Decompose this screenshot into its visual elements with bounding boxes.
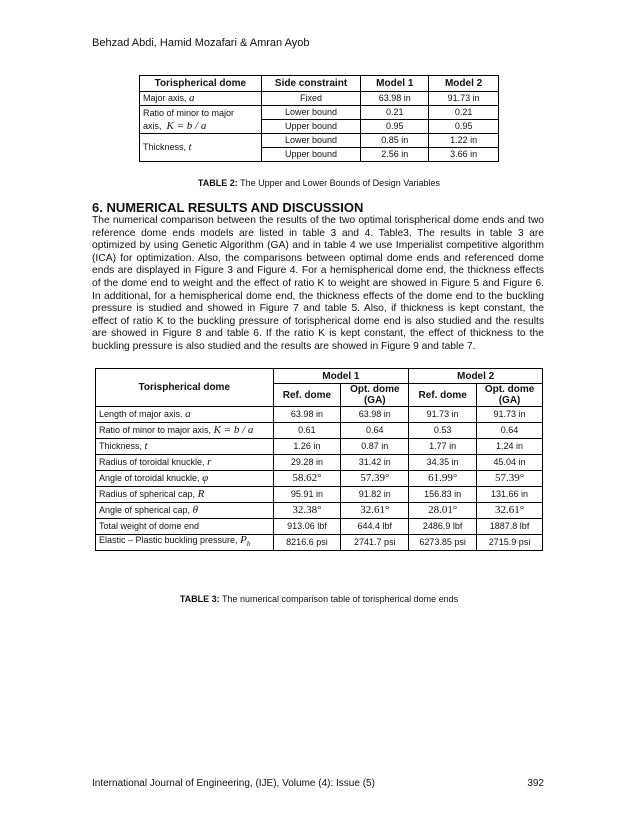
value-cell: 0.53: [409, 423, 477, 439]
value-cell: 91.82 in: [341, 487, 409, 503]
row-label: Elastic – Plastic buckling pressure, $P_b$: [96, 535, 274, 551]
value-cell: 1887.8 lbf: [477, 519, 543, 535]
value-cell: 913.06 lbf: [273, 519, 341, 535]
row-label: Major axis, a: [140, 92, 262, 106]
value-cell: 32.38°: [273, 503, 341, 519]
value-cell: 2715.9 psi: [477, 535, 543, 551]
value-cell: 63.98 in: [341, 407, 409, 423]
value-cell: 32.61°: [477, 503, 543, 519]
value-cell: 2741.7 psi: [341, 535, 409, 551]
table-3-caption: TABLE 3: The numerical comparison table of torispherical dome ends: [179, 594, 459, 604]
table-row: [96, 503, 543, 519]
value-cell: 156.83 in: [409, 487, 477, 503]
row-label: Thickness, t: [140, 134, 262, 162]
row-label: Length of major axis. a: [96, 407, 274, 423]
value-cell: 0.87 in: [341, 439, 409, 455]
value-cell: 0.61: [273, 423, 341, 439]
row-label: Radius of spherical cap, R: [96, 487, 274, 503]
value-cell: 6273.85 psi: [409, 535, 477, 551]
value-cell: 29.28 in: [273, 455, 341, 471]
header-cell: Model 2: [409, 369, 543, 384]
table-header-row: [96, 369, 543, 384]
value-cell: 57.39°: [477, 471, 543, 487]
value-cell: 644.4 lbf: [341, 519, 409, 535]
value-cell: 2.56 in: [361, 148, 429, 162]
header-cell: Torispherical dome: [96, 369, 274, 407]
table-2-caption: TABLE 2: The Upper and Lower Bounds of Design Variables: [197, 178, 441, 188]
constraint-cell: Lower bound: [261, 106, 361, 120]
table-row: [96, 407, 543, 423]
row-label: Ratio of minor to major axis, K = b / a: [96, 423, 274, 439]
value-cell: 34.35 in: [409, 455, 477, 471]
value-cell: 91.73 in: [477, 407, 543, 423]
value-cell: 0.95: [361, 120, 429, 134]
row-label: Total weight of dome end: [96, 519, 274, 535]
table-row: [96, 455, 543, 471]
value-cell: 0.21: [361, 106, 429, 120]
table-row: [96, 487, 543, 503]
table-row: [96, 423, 543, 439]
value-cell: 0.85 in: [361, 134, 429, 148]
constraint-cell: Fixed: [261, 92, 361, 106]
body-paragraph: The numerical comparison between the results of the two optimal torispherical dome ends and two reference dome ends models are listed in table 3 and 4. Table3. The results in table 3 are optimized by using Genetic Algorithm (GA) and in table 4 we use Imperialist competitive algorithm (ICA) for optimization. Also, the comparisons between optimal dome ends and referenced dome ends are displayed in Figure 3 and Figure 4. For a hemispherical dome end, the thickness effects of the dome end to weight and the effect of ratio K to weight are showed in Figure 5 and Figure 6. In additional, for a hemispherical dome end, the thickness effects of the dome end to the buckling pressure is studied and showed in Figure 7 and table 5. Also, if thickness is kept constant, the effect of ratio K to the buckling pressure of torispherical dome end is also studied and the results are showed in Figure 8 and table 6. If the ratio K is kept constant, the effect of thickness to the buckling pressure is also studied and the results are showed in Figure 9 and table 7.: [92, 215, 544, 352]
header-cell: Ref. dome: [273, 384, 341, 407]
header-cell: Model 1: [273, 369, 409, 384]
value-cell: 57.39°: [341, 471, 409, 487]
value-cell: 31.42 in: [341, 455, 409, 471]
table-row: [140, 134, 499, 148]
section-heading: 6. NUMERICAL RESULTS AND DISCUSSION: [92, 200, 364, 215]
value-cell: 95.91 in: [273, 487, 341, 503]
row-label: Radius of toroidal knuckle, r: [96, 455, 274, 471]
table-header-row: [140, 76, 499, 92]
value-cell: 2486.9 lbf: [409, 519, 477, 535]
table-row: [140, 106, 499, 120]
value-cell: 63.98 in: [273, 407, 341, 423]
constraint-cell: Upper bound: [261, 120, 361, 134]
value-cell: 1.24 in: [477, 439, 543, 455]
value-cell: 45.04 in: [477, 455, 543, 471]
header-cell: Opt. dome (GA): [477, 384, 543, 407]
value-cell: 0.64: [477, 423, 543, 439]
header-cell: Model 1: [361, 76, 429, 92]
value-cell: 0.64: [341, 423, 409, 439]
value-cell: 1.22 in: [429, 134, 499, 148]
header-cell: Torispherical dome: [140, 76, 262, 92]
row-label: Angle of spherical cap, θ: [96, 503, 274, 519]
table-row: [96, 519, 543, 535]
value-cell: 1.77 in: [409, 439, 477, 455]
value-cell: 3.66 in: [429, 148, 499, 162]
table-row: [96, 439, 543, 455]
row-label: Thickness, t: [96, 439, 274, 455]
value-cell: 0.21: [429, 106, 499, 120]
value-cell: 91.73 in: [429, 92, 499, 106]
constraint-cell: Lower bound: [261, 134, 361, 148]
constraint-cell: Upper bound: [261, 148, 361, 162]
value-cell: 32.61°: [341, 503, 409, 519]
value-cell: 8216.6 psi: [273, 535, 341, 551]
value-cell: 131.66 in: [477, 487, 543, 503]
table-row: [96, 471, 543, 487]
value-cell: 61.99°: [409, 471, 477, 487]
value-cell: 0.95: [429, 120, 499, 134]
running-header: Behzad Abdi, Hamid Mozafari & Amran Ayob: [92, 37, 310, 49]
header-cell: Ref. dome: [409, 384, 477, 407]
header-cell: Model 2: [429, 76, 499, 92]
header-cell: Side constraint: [261, 76, 361, 92]
table-row: [140, 92, 499, 106]
row-label: Angle of toroidal knuckle, φ: [96, 471, 274, 487]
value-cell: 58.62°: [273, 471, 341, 487]
table-3: [95, 368, 543, 551]
value-cell: 91.73 in: [409, 407, 477, 423]
table-row: [96, 535, 543, 551]
value-cell: 28.01°: [409, 503, 477, 519]
row-label: Ratio of minor to major axis, K = b / a: [140, 106, 262, 134]
header-cell: Opt. dome (GA): [341, 384, 409, 407]
page-number: 392: [527, 778, 544, 789]
value-cell: 1.26 in: [273, 439, 341, 455]
footer-journal: International Journal of Engineering, (IJE), Volume (4): Issue (5): [92, 778, 375, 789]
table-2: [139, 75, 499, 162]
value-cell: 63.98 in: [361, 92, 429, 106]
